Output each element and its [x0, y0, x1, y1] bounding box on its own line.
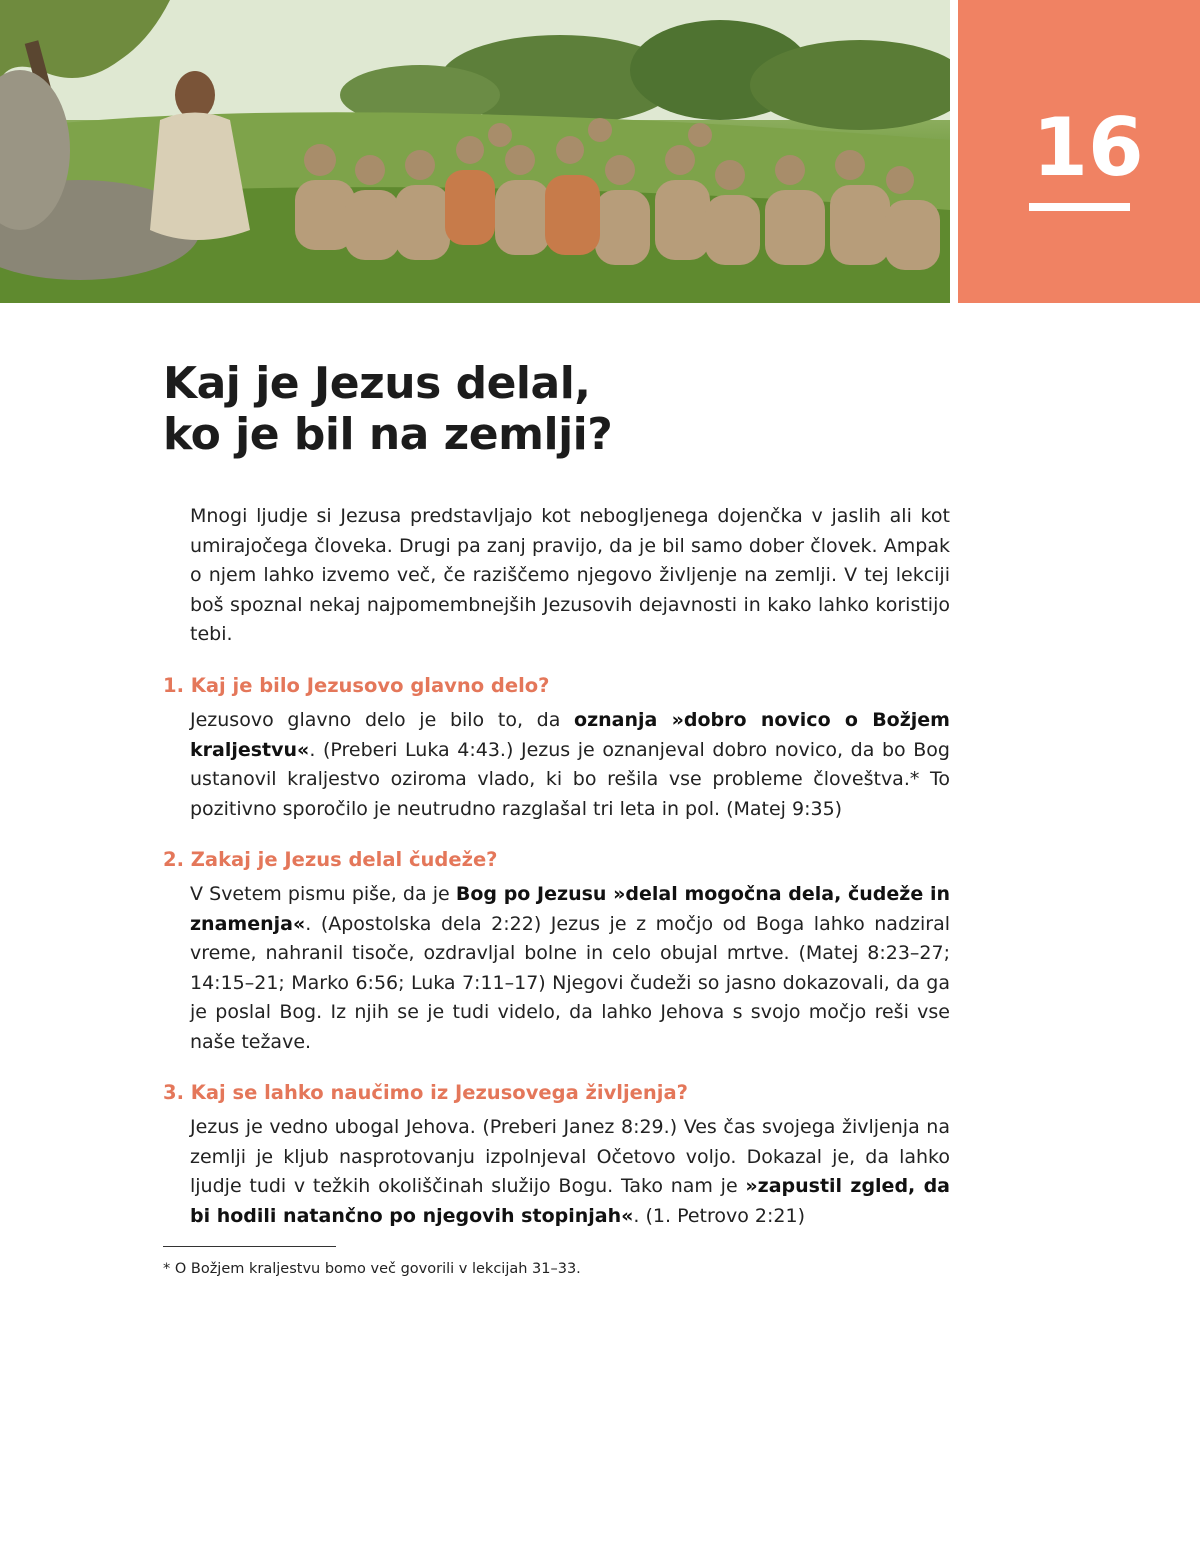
page-title — [163, 358, 923, 460]
hero-image — [0, 0, 950, 303]
section-3-heading: 3. Kaj se lahko naučimo iz Jezusovega življenja? — [163, 1081, 688, 1104]
hero-illustration — [0, 0, 950, 303]
section-2-text-b: . (Apostolska dela 2:22) Jezus je z močjo od Boga lahko nadziral vreme, nahranil tisoče, ozdravljal bolne in celo obujal mrtve. (Matej 8:23–27; 14:15–21; Marko 6:56; Luka 7:11–17) Njegovi čudeži so jasno dokazovali, da ga je poslal Bog. Iz njih se je tudi videlo, da lahko Jehova s svojo močjo reši vse naše težave. — [190, 912, 950, 1053]
lesson-number: 16 — [1032, 101, 1144, 194]
section-1-heading: 1. Kaj je bilo Jezusovo glavno delo? — [163, 674, 550, 697]
section-3 — [163, 1079, 950, 1231]
section-2-text-a: V Svetem pismu piše, da je — [190, 883, 456, 905]
section-3-emphasis: »zapustil zgled, da bi hodili natančno po njegovih stopinjah« — [190, 1175, 950, 1227]
section-2-emphasis: Bog po Jezusu »delal mogočna dela, čudeže in znamenja« — [190, 883, 950, 935]
page-title-line-1: Kaj je Jezus delal, — [163, 358, 591, 409]
section-3-body — [190, 1113, 950, 1231]
section-1-emphasis: oznanja »dobro novico o Božjem kraljestvu« — [190, 709, 950, 761]
section-3-text-b: . (1. Petrovo 2:21) — [633, 1204, 805, 1227]
section-2-body — [190, 880, 950, 1057]
section-1-text-a: Jezusovo glavno delo je bilo to, da — [190, 709, 575, 731]
footnote-divider — [163, 1246, 336, 1247]
section-1-text-b: . (Preberi Luka 4:43.) Jezus je oznanjeval dobro novico, da bo Bog ustanovil kraljestvo oziroma vlado, ki bo rešila vse probleme človeštva.* To pozitivno sporočilo je neutrudno razglašal tri leta in pol. (Matej 9:35) — [190, 738, 950, 820]
lesson-number-badge — [958, 0, 1200, 303]
section-1-body — [190, 706, 950, 824]
lesson-number-underline — [1029, 203, 1130, 211]
section-1 — [163, 672, 950, 824]
page-title-line-2: ko je bil na zemlji? — [163, 409, 613, 460]
footnote: * O Božjem kraljestvu bomo več govorili v lekcijah 31–33. — [163, 1261, 581, 1277]
section-2-heading: 2. Zakaj je Jezus delal čudeže? — [163, 848, 498, 871]
intro-paragraph: Mnogi ljudje si Jezusa predstavljajo kot nebogljenega dojenčka v jaslih ali kot umirajočega človeka. Drugi pa zanj pravijo, da je bil samo dober človek. Ampak o njem lahko izvemo več, če raziščemo njegovo življenje na zemlji. V tej lekciji boš spoznal nekaj najpomembnejših Jezusovih dejavnosti in kako lahko koristijo tebi. — [190, 505, 950, 645]
section-3-text-a: Jezus je vedno ubogal Jehova. (Preberi Janez 8:29.) Ves čas svojega življenja na zemlji je kljub nasprotovanju izpolnjeval Očetovo voljo. Dokazal je, da lahko ljudje tudi v težkih okoliščinah služijo Bogu. Tako nam je — [190, 1116, 950, 1197]
section-2 — [163, 846, 950, 1057]
